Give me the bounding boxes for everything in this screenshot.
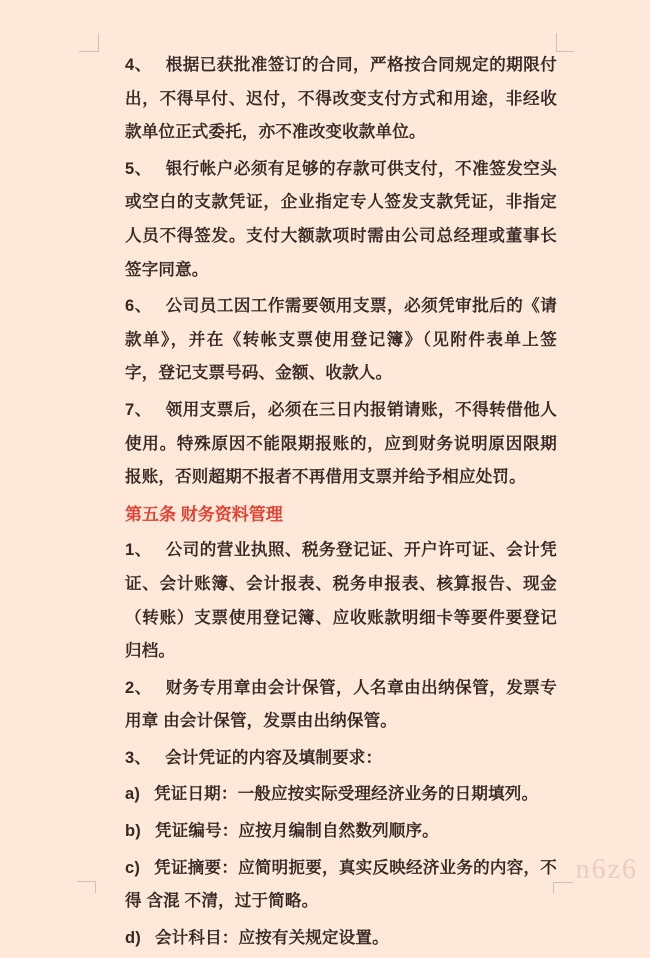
list-item-text: 会计科目：应按有关规定设置。 bbox=[154, 928, 389, 947]
list-item-text: 凭证编号：应按月编制自然数列顺序。 bbox=[154, 822, 439, 841]
crop-mark-top-right bbox=[556, 33, 574, 52]
list-item-marker: a) bbox=[125, 785, 141, 804]
list-item-a bbox=[125, 778, 557, 812]
list-item-marker: b) bbox=[125, 822, 141, 841]
list-item-7 bbox=[125, 394, 557, 495]
list-item-marker: 7、 bbox=[125, 400, 152, 419]
list-item-marker: 6、 bbox=[125, 297, 152, 316]
list-item-text: 公司员工因工作需要领用支票，必须凭审批后的《请款单》，并在《转帐支票使用登记簿》（见附件表单上签字，登记支票号码、金额、收款人。 bbox=[125, 297, 557, 383]
list-item-marker: d) bbox=[125, 928, 141, 947]
crop-mark-bottom-left bbox=[77, 881, 96, 893]
watermark: n6z6 bbox=[575, 854, 638, 885]
list-item-5 bbox=[125, 153, 557, 287]
list-item-marker: c) bbox=[125, 858, 141, 877]
crop-mark-top-left bbox=[79, 33, 99, 52]
list-item-b bbox=[125, 815, 557, 849]
section-heading: 第五条 财务资料管理 bbox=[125, 504, 283, 524]
list-item-3 bbox=[125, 742, 557, 776]
list-item-marker: 3、 bbox=[125, 748, 152, 767]
list-item-2 bbox=[125, 672, 557, 739]
list-item-4 bbox=[125, 49, 557, 150]
list-item-text: 根据已获批准签订的合同，严格按合同规定的期限付出，不得早付、迟付，不得改变支付方式和用途，非经收款单位正式委托，亦不准改变收款单位。 bbox=[125, 56, 557, 142]
list-item-marker: 1、 bbox=[125, 541, 152, 560]
list-item-marker: 2、 bbox=[125, 678, 152, 697]
list-item-marker: 5、 bbox=[125, 159, 152, 178]
document-body bbox=[125, 49, 557, 958]
list-item-6 bbox=[125, 290, 557, 391]
list-item-text: 会计凭证的内容及填制要求： bbox=[165, 748, 383, 767]
list-item-c bbox=[125, 852, 557, 919]
list-item-text: 公司的营业执照、税务登记证、开户许可证、会计凭证、会计账簿、会计报表、税务申报表、核算报告、现金（转账）支票使用登记簿、应收账款明细卡等要件要登记归档。 bbox=[125, 541, 557, 661]
list-item-marker: 4、 bbox=[125, 56, 152, 74]
list-item-text: 凭证摘要：应简明扼要，真实反映经济业务的内容，不得 含混 不清，过于简略。 bbox=[125, 858, 557, 911]
list-item-1 bbox=[125, 534, 557, 668]
list-item-text: 银行帐户必须有足够的存款可供支付，不准签发空头或空白的支款凭证，企业指定专人签发支款凭证，非指定人员不得签发。支付大额款项时需由公司总经理或董事长签字同意。 bbox=[125, 159, 557, 279]
list-item-text: 财务专用章由会计保管，人名章由出纳保管，发票专用章 由会计保管，发票由出纳保管。 bbox=[125, 678, 557, 731]
list-item-d bbox=[125, 922, 557, 956]
list-item-text: 领用支票后，必须在三日内报销请账，不得转借他人使用。特殊原因不能限期报账的，应到财务说明原因限期报账，否则超期不报者不再借用支票并给予相应处罚。 bbox=[125, 400, 557, 487]
list-item-text: 凭证日期：一般应按实际受理经济业务的日期填列。 bbox=[154, 785, 539, 804]
